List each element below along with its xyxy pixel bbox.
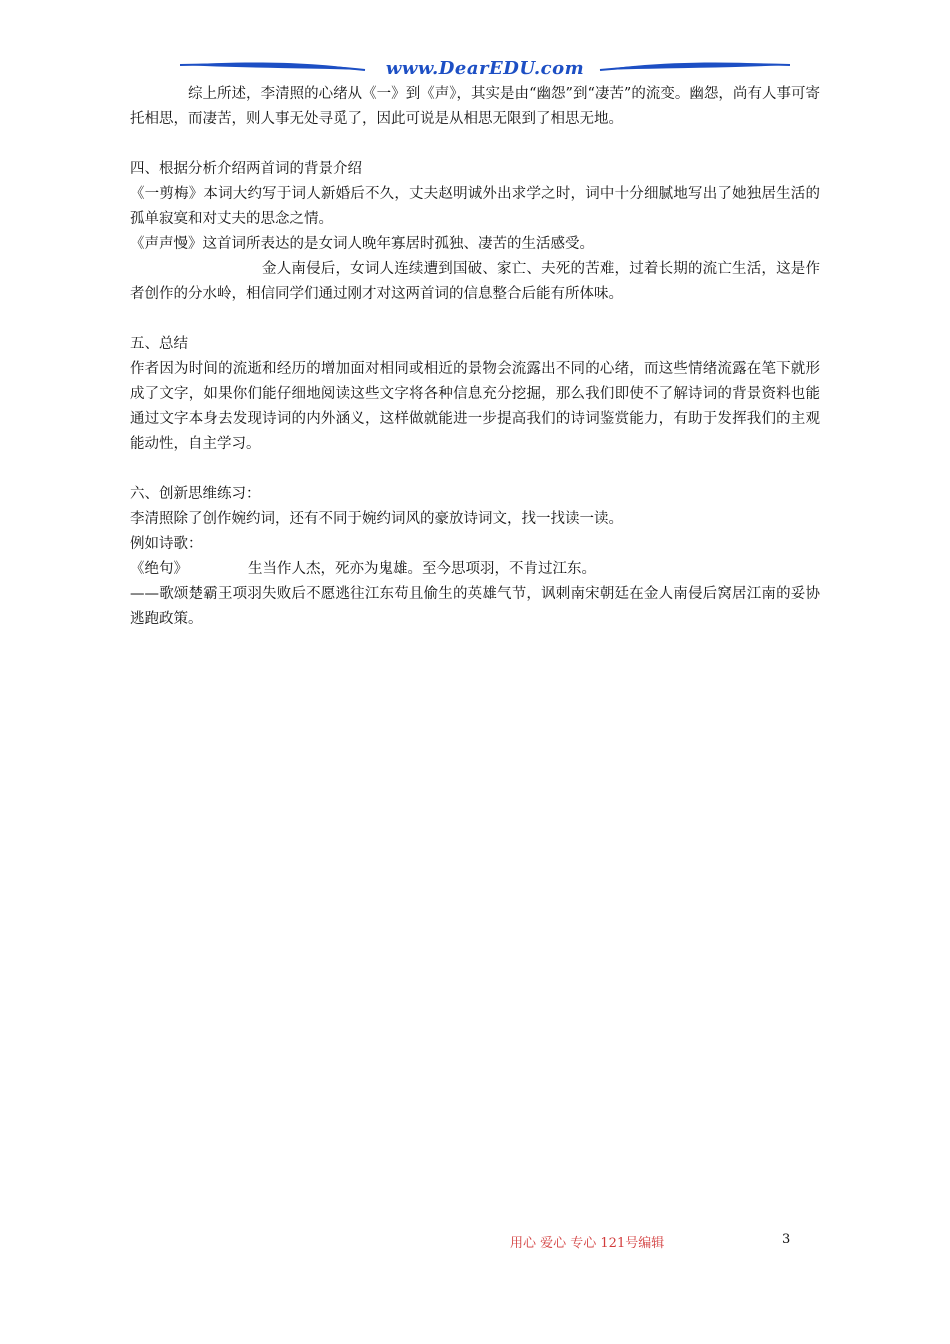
- poem-line: [130, 557, 820, 582]
- section-4-paragraph-2: 《声声慢》这首词所表达的是女词人晚年寡居时孤独、凄苦的生活感受。: [130, 236, 594, 252]
- example-label: 例如诗歌：: [130, 536, 203, 552]
- section-4-paragraph-1: 《一剪梅》本词大约写于词人新婚后不久，丈夫赵明诚外出求学之时，词中十分细腻地写出了她独居生活的孤单寂寞和对丈夫的思念之情。: [130, 186, 820, 227]
- summary-paragraph: 综上所述，李清照的心绪从《一》到《声》，其实是由“幽怨”到“凄苦”的流变。幽怨，尚有人事可寄托相思，而凄苦，则人事无处寻觅了，因此可说是从相思无限到了相思无地。: [130, 86, 820, 127]
- poem-commentary: ——歌颂楚霸王项羽失败后不愿逃往江东苟且偷生的英雄气节，讽刺南宋朝廷在金人南侵后窝居江南的妥协逃跑政策。: [130, 586, 820, 627]
- page-footer: [0, 1232, 950, 1252]
- poem-title: 《绝句》: [130, 561, 188, 577]
- section-4-paragraph-3: 金人南侵后，女词人连续遭到国破、家亡、夫死的苦难，过着长期的流亡生活，这是作者创作的分水岭，相信同学们通过刚才对这两首词的信息整合后能有所体味。: [130, 261, 820, 302]
- section-6-paragraph-1: 李清照除了创作婉约词，还有不同于婉约词风的豪放诗词文，找一找读一读。: [130, 511, 623, 527]
- document-body: [130, 82, 820, 632]
- poem-text: 生当作人杰，死亦为鬼雄。至今思项羽，不肯过江东。: [248, 561, 596, 577]
- section-4-heading: 四、根据分析介绍两首词的背景介绍: [130, 161, 362, 177]
- footer-note: 用心 爱心 专心 121号编辑: [510, 1236, 665, 1251]
- page-number: 3: [782, 1232, 791, 1247]
- section-5-heading: 五、总结: [130, 336, 188, 352]
- section-5-paragraph-1: 作者因为时间的流逝和经历的增加面对相同或相近的景物会流露出不同的心绪，而这些情绪流露在笔下就形成了文字，如果你们能仔细地阅读这些文字将各种信息充分挖掘，那么我们即使不了解诗词的背景资料也能通过文字本身去发现诗词的内外涵义，这样做就能进一步提高我们的诗词鉴赏能力，有助于发挥我们的主观能动性，自主学习。: [130, 361, 820, 452]
- section-6-heading: 六、创新思维练习：: [130, 486, 261, 502]
- logo-text: www.DearEDU.com: [385, 58, 585, 79]
